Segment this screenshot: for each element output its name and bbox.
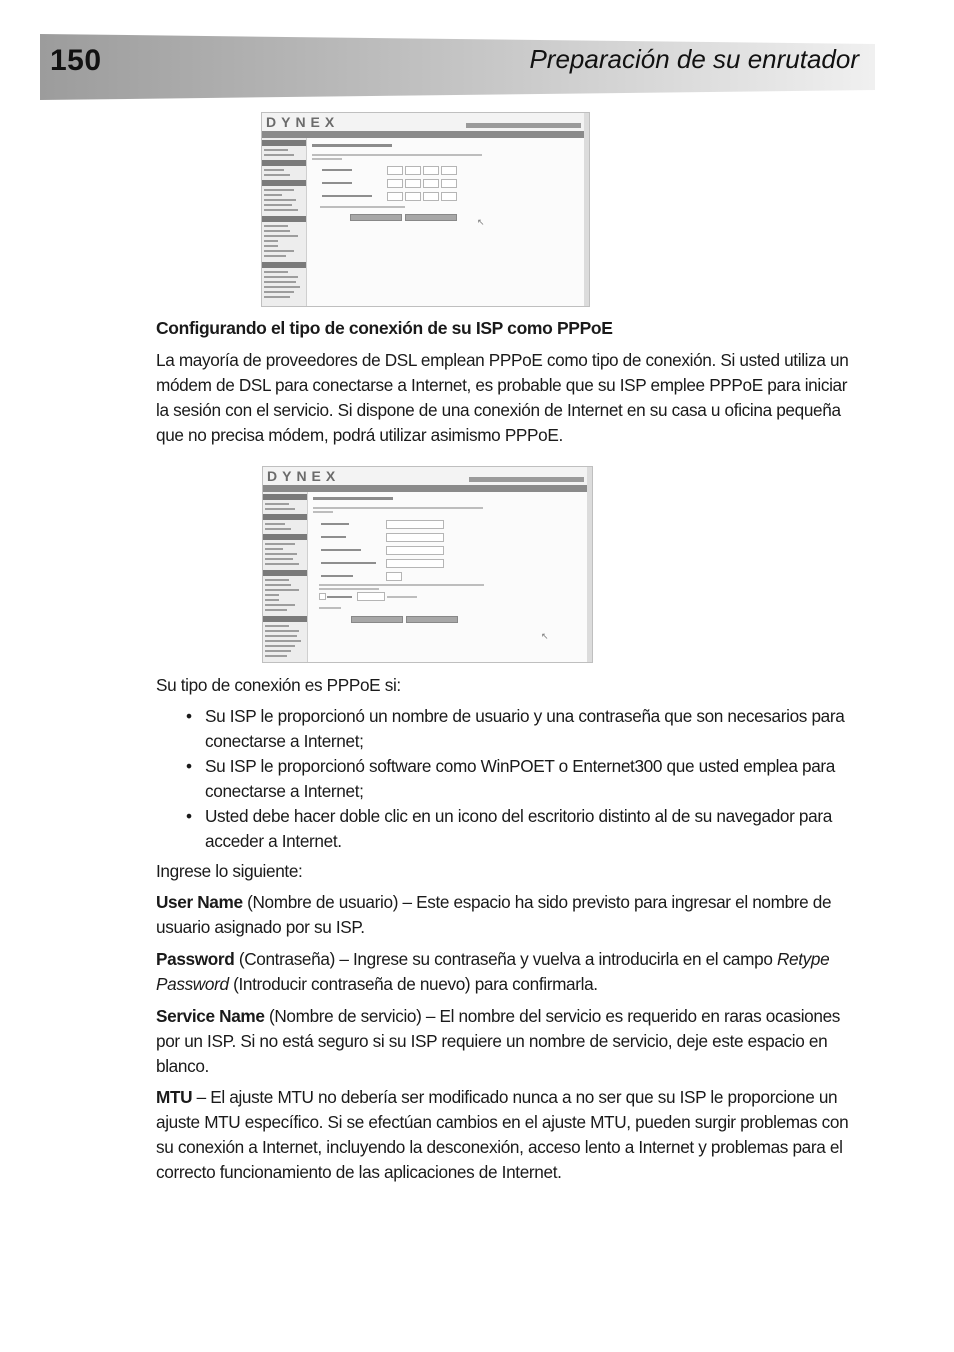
screenshot-topbar xyxy=(263,467,592,485)
screenshot-content: ↖ xyxy=(312,138,583,306)
screenshot-nav-links xyxy=(469,477,584,482)
password-description xyxy=(156,947,862,997)
section-heading: Configurando el tipo de conexión de su ISP como PPPoE xyxy=(156,318,613,338)
router-screenshot-pppoe xyxy=(262,466,593,663)
bullet-text: Su ISP le proporcionó un nombre de usuario y una contraseña que son necesarios para conectarse a Internet; xyxy=(205,706,845,751)
mtu-description xyxy=(156,1085,862,1185)
list-item xyxy=(180,804,870,854)
mtu-text: – El ajuste MTU no debería ser modificado nunca a no ser que su ISP le proporcione un ajuste MTU específico. Si se efectúan cambios en el ajuste MTU, pueden surgir problemas con su conexión a Internet, incluyendo la desconexión, acceso lento a Internet y problemas para el correcto funcionamiento de las aplicaciones de Internet. xyxy=(156,1087,849,1182)
enter-following-label: Ingrese lo siguiente: xyxy=(156,861,303,881)
screenshot-content: ↖ xyxy=(313,492,586,662)
dynex-logo: DYNEX xyxy=(267,468,341,484)
service-name-description xyxy=(156,1004,862,1079)
bullet-icon: • xyxy=(186,756,192,776)
list-item xyxy=(180,754,870,804)
pppoe-conditions-list xyxy=(180,704,870,854)
bullet-text: Usted debe hacer doble clic en un icono del escritorio distinto al de su navegador para acceder a Internet. xyxy=(205,806,832,851)
user-name-text: (Nombre de usuario) – Este espacio ha sido previsto para ingresar el nombre de usuario asignado por su ISP. xyxy=(156,892,832,937)
term-service-name: Service Name xyxy=(156,1006,265,1026)
screenshot-scrollbar xyxy=(587,467,592,662)
screenshot-scrollbar xyxy=(584,113,589,306)
term-user-name: User Name xyxy=(156,892,243,912)
bullet-text: Su ISP le proporcionó software como WinPOET o Enternet300 que usted emplea para conectarse a Internet; xyxy=(205,756,835,801)
screenshot-header-strip xyxy=(262,131,589,138)
intro-paragraph: La mayoría de proveedores de DSL emplean PPPoE como tipo de conexión. Si usted utiliza un módem de DSL para conectarse a Internet, es probable que su ISP emplee PPPoE para iniciar la sesión con el servicio. Si dispone de una conexión de Internet en su casa u oficina pequeña que no precisa módem, podrá utilizar asimismo PPPoE. xyxy=(156,350,849,445)
bullet-icon: • xyxy=(186,706,192,726)
connection-type-label: Su tipo de conexión es PPPoE si: xyxy=(156,675,401,695)
screenshot-sidebar xyxy=(263,492,308,662)
screenshot-sidebar xyxy=(262,138,307,306)
router-screenshot-static-ip xyxy=(261,112,590,307)
term-password: Password xyxy=(156,949,235,969)
page-number: 150 xyxy=(50,44,102,77)
password-text-after: (Introducir contraseña de nuevo) para confirmarla. xyxy=(228,974,598,994)
user-name-description xyxy=(156,890,862,940)
service-name-text: (Nombre de servicio) – El nombre del servicio es requerido en raras ocasiones por un ISP. Si no está seguro si su ISP requiere un nombre de servicio, deje este espacio en blanco. xyxy=(156,1006,841,1076)
bullet-icon: • xyxy=(186,806,192,826)
screenshot-topbar xyxy=(262,113,589,131)
screenshot-nav-links xyxy=(466,123,581,128)
dynex-logo: DYNEX xyxy=(266,114,340,130)
page-title: Preparación de su enrutador xyxy=(529,44,859,74)
list-item xyxy=(180,704,870,754)
password-text-before: (Contraseña) – Ingrese su contraseña y vuelva a introducirla en el campo xyxy=(234,949,777,969)
screenshot-header-strip xyxy=(263,485,592,492)
term-mtu: MTU xyxy=(156,1087,193,1107)
retype-password-italic: Retype Password xyxy=(156,949,830,994)
